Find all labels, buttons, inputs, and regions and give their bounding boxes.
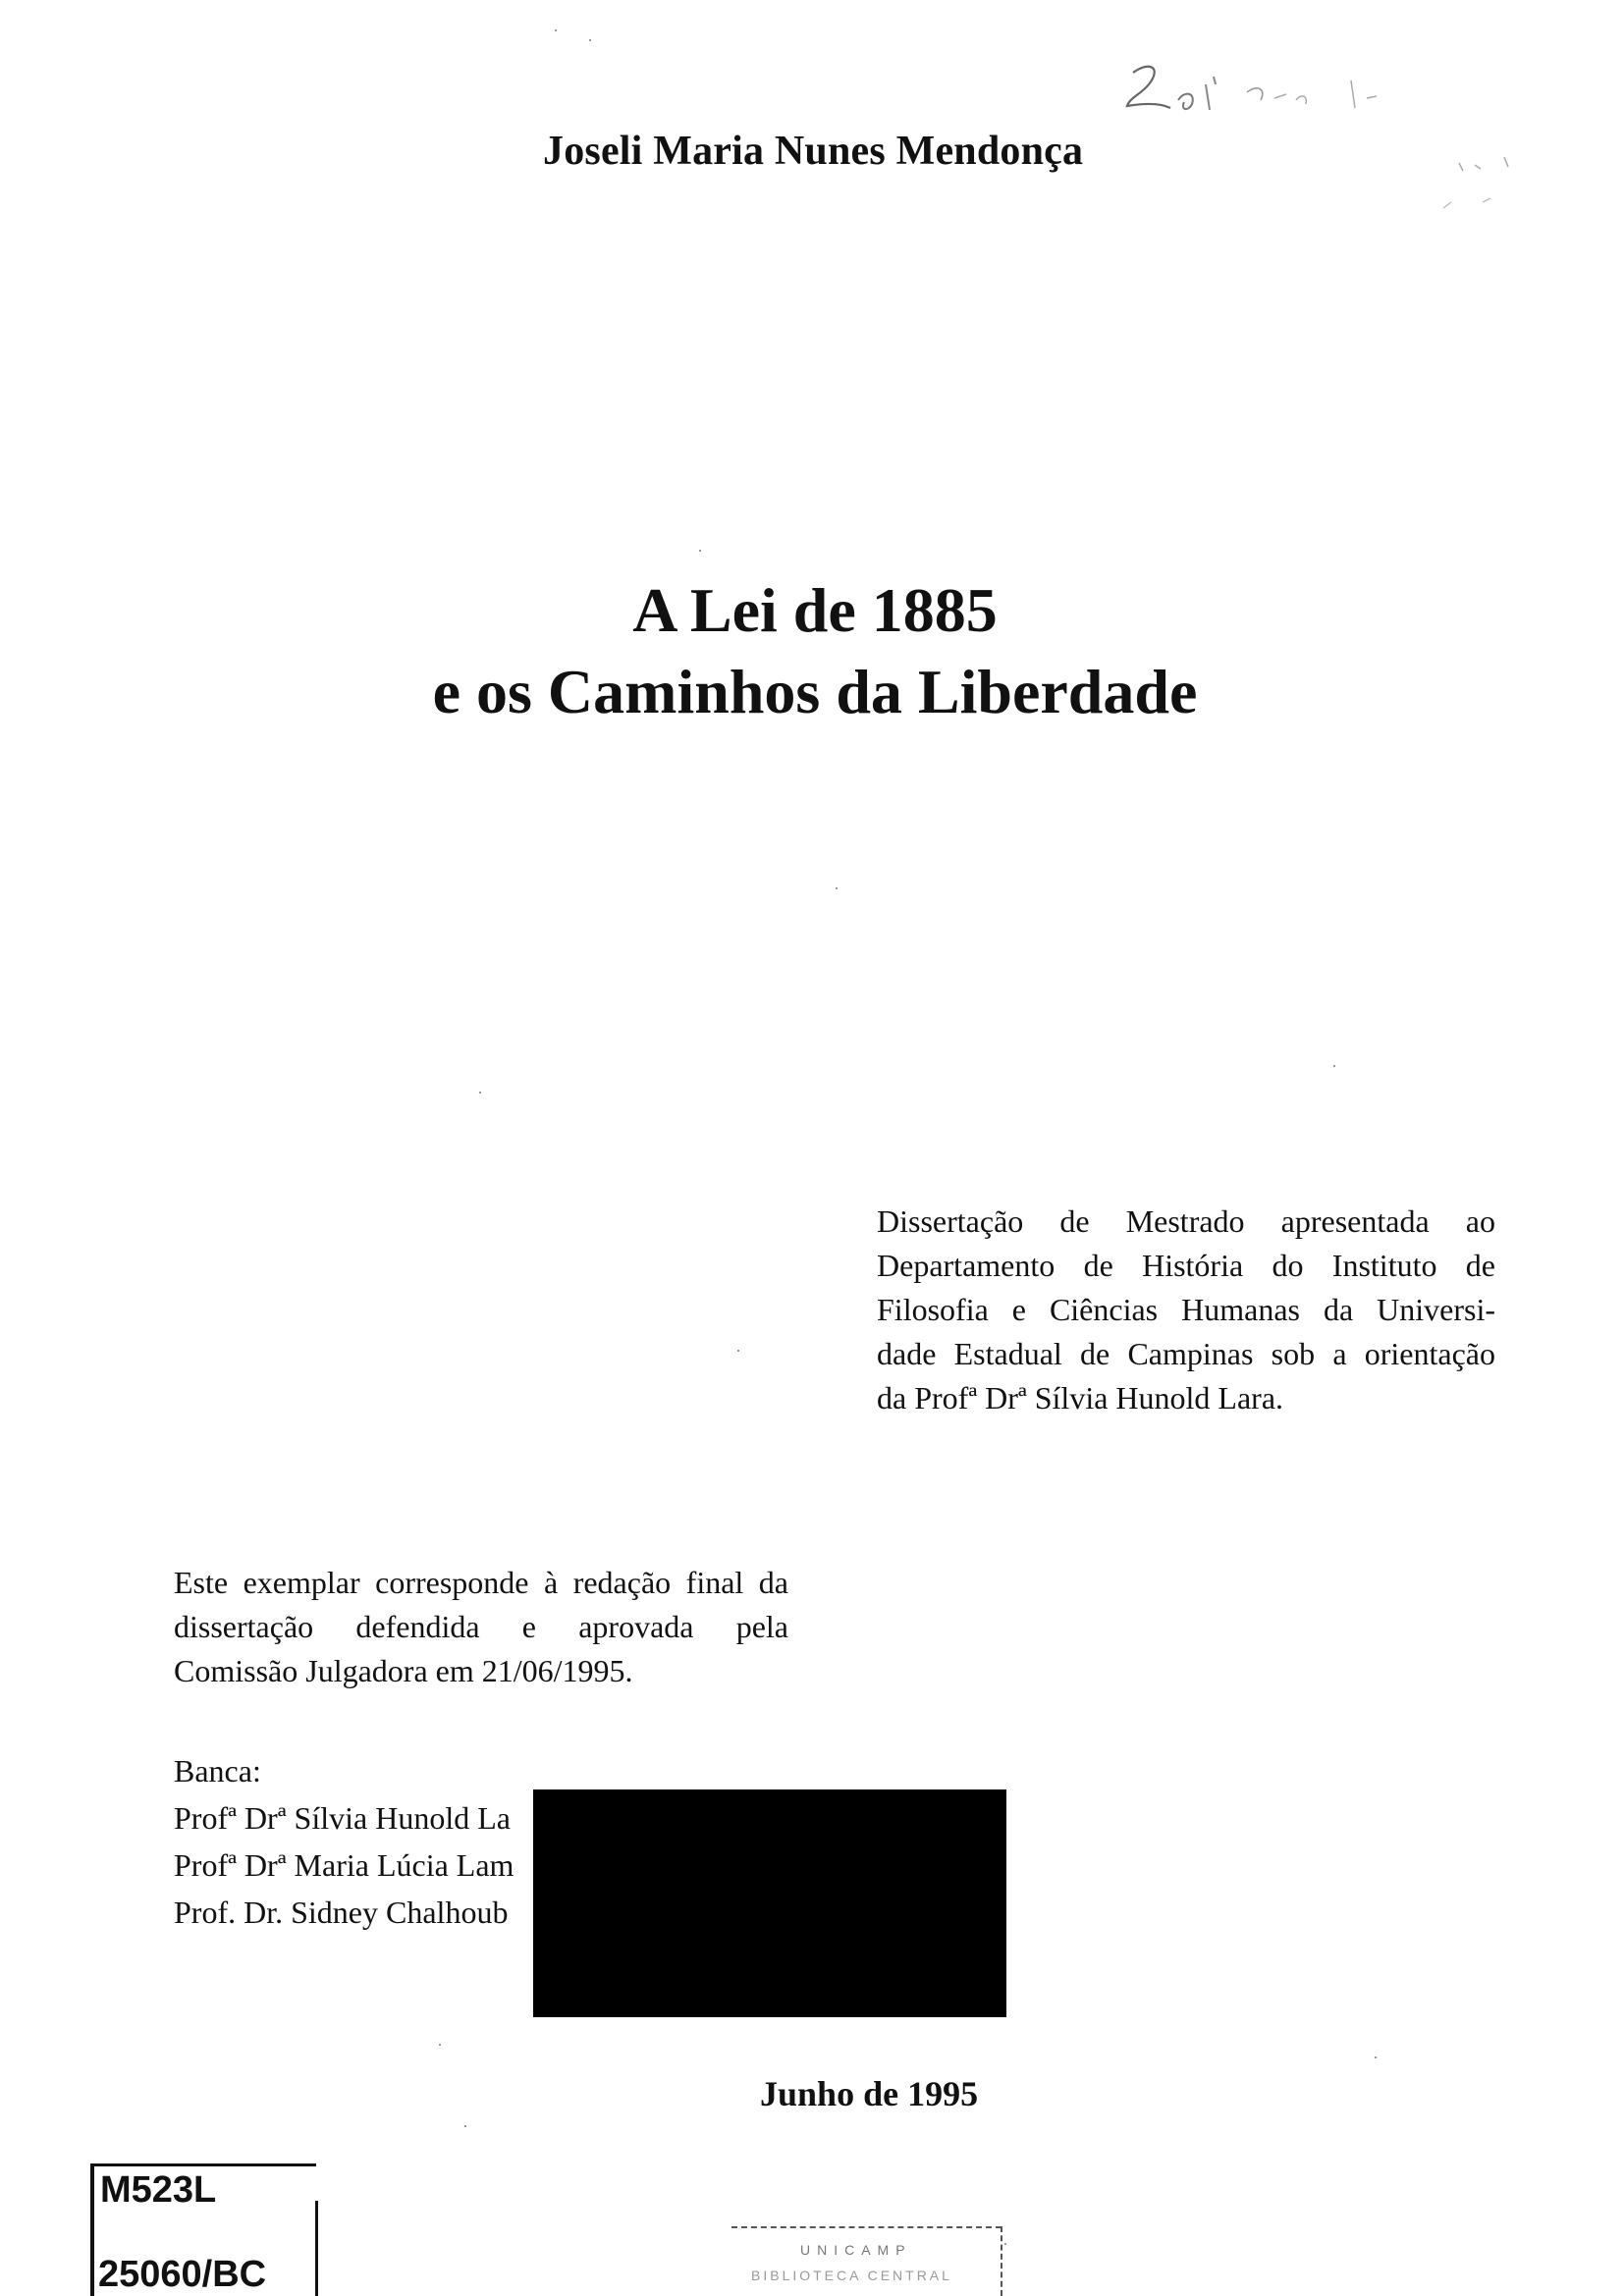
dissertation-statement: [877, 1200, 1495, 1420]
scan-speck: [836, 887, 838, 889]
stamp-border-top: [90, 2163, 316, 2166]
stamp-border-right: [315, 2201, 318, 2296]
scan-speck: [1375, 2056, 1377, 2058]
exemplar-line: Este exemplar corresponde à redação final da: [174, 1565, 788, 1600]
exemplar-line: Comissão Julgadora em 21/06/1995.: [174, 1653, 633, 1688]
dissertation-line: Departamento de História do Instituto de: [877, 1248, 1495, 1283]
dissertation-line: dade Estadual de Campinas sob a orientação: [877, 1336, 1495, 1371]
banca-label: Banca:: [174, 1753, 261, 1789]
scan-speck: [1004, 2243, 1006, 2245]
stamp-border-left: [90, 2163, 94, 2296]
title-line-1: A Lei de 1885: [632, 575, 998, 645]
title-line-2: e os Caminhos da Liberdade: [432, 657, 1198, 726]
redaction-block: [533, 1789, 1006, 2017]
scan-speck: [439, 2044, 441, 2046]
scan-speck: [464, 2125, 466, 2127]
library-stamp-library: BIBLIOTECA CENTRAL: [751, 2268, 952, 2283]
banca-member: Profª Drª Maria Lúcia Lam: [174, 1847, 514, 1883]
publication-date: Junho de 1995: [760, 2074, 979, 2113]
banca-member: Prof. Dr. Sidney Chalhoub: [174, 1895, 509, 1930]
banca-member: Profª Drª Sílvia Hunold La: [174, 1800, 511, 1836]
banca-section: [174, 1747, 514, 1936]
exemplar-note: [174, 1561, 788, 1693]
accession-number: 25060/BC: [98, 2254, 267, 2295]
dissertation-line: da Profª Drª Sílvia Hunold Lara.: [877, 1380, 1284, 1415]
dissertation-line: Dissertação de Mestrado apresentada ao: [877, 1203, 1495, 1239]
dissertation-line: Filosofia e Ciências Humanas da Universi-: [877, 1292, 1495, 1327]
exemplar-line: dissertação defendida e aprovada pela: [174, 1609, 788, 1644]
handwritten-note: [1119, 55, 1551, 222]
library-stamp-border-top: [731, 2226, 1001, 2228]
scan-speck: [479, 1092, 481, 1094]
library-stamp-institution: UNICAMP: [800, 2242, 912, 2258]
call-number: M523L: [100, 2169, 217, 2211]
library-stamp: [731, 2226, 1006, 2296]
call-number-stamp: [90, 2163, 318, 2296]
scan-speck: [1333, 1065, 1335, 1067]
author-name: Joseli Maria Nunes Mendonça: [543, 129, 1084, 174]
scan-speck: [699, 550, 701, 552]
scan-speck: [589, 39, 591, 41]
library-stamp-border-right: [1001, 2226, 1002, 2296]
scan-speck: [555, 29, 557, 31]
scan-speck: [737, 1350, 739, 1352]
